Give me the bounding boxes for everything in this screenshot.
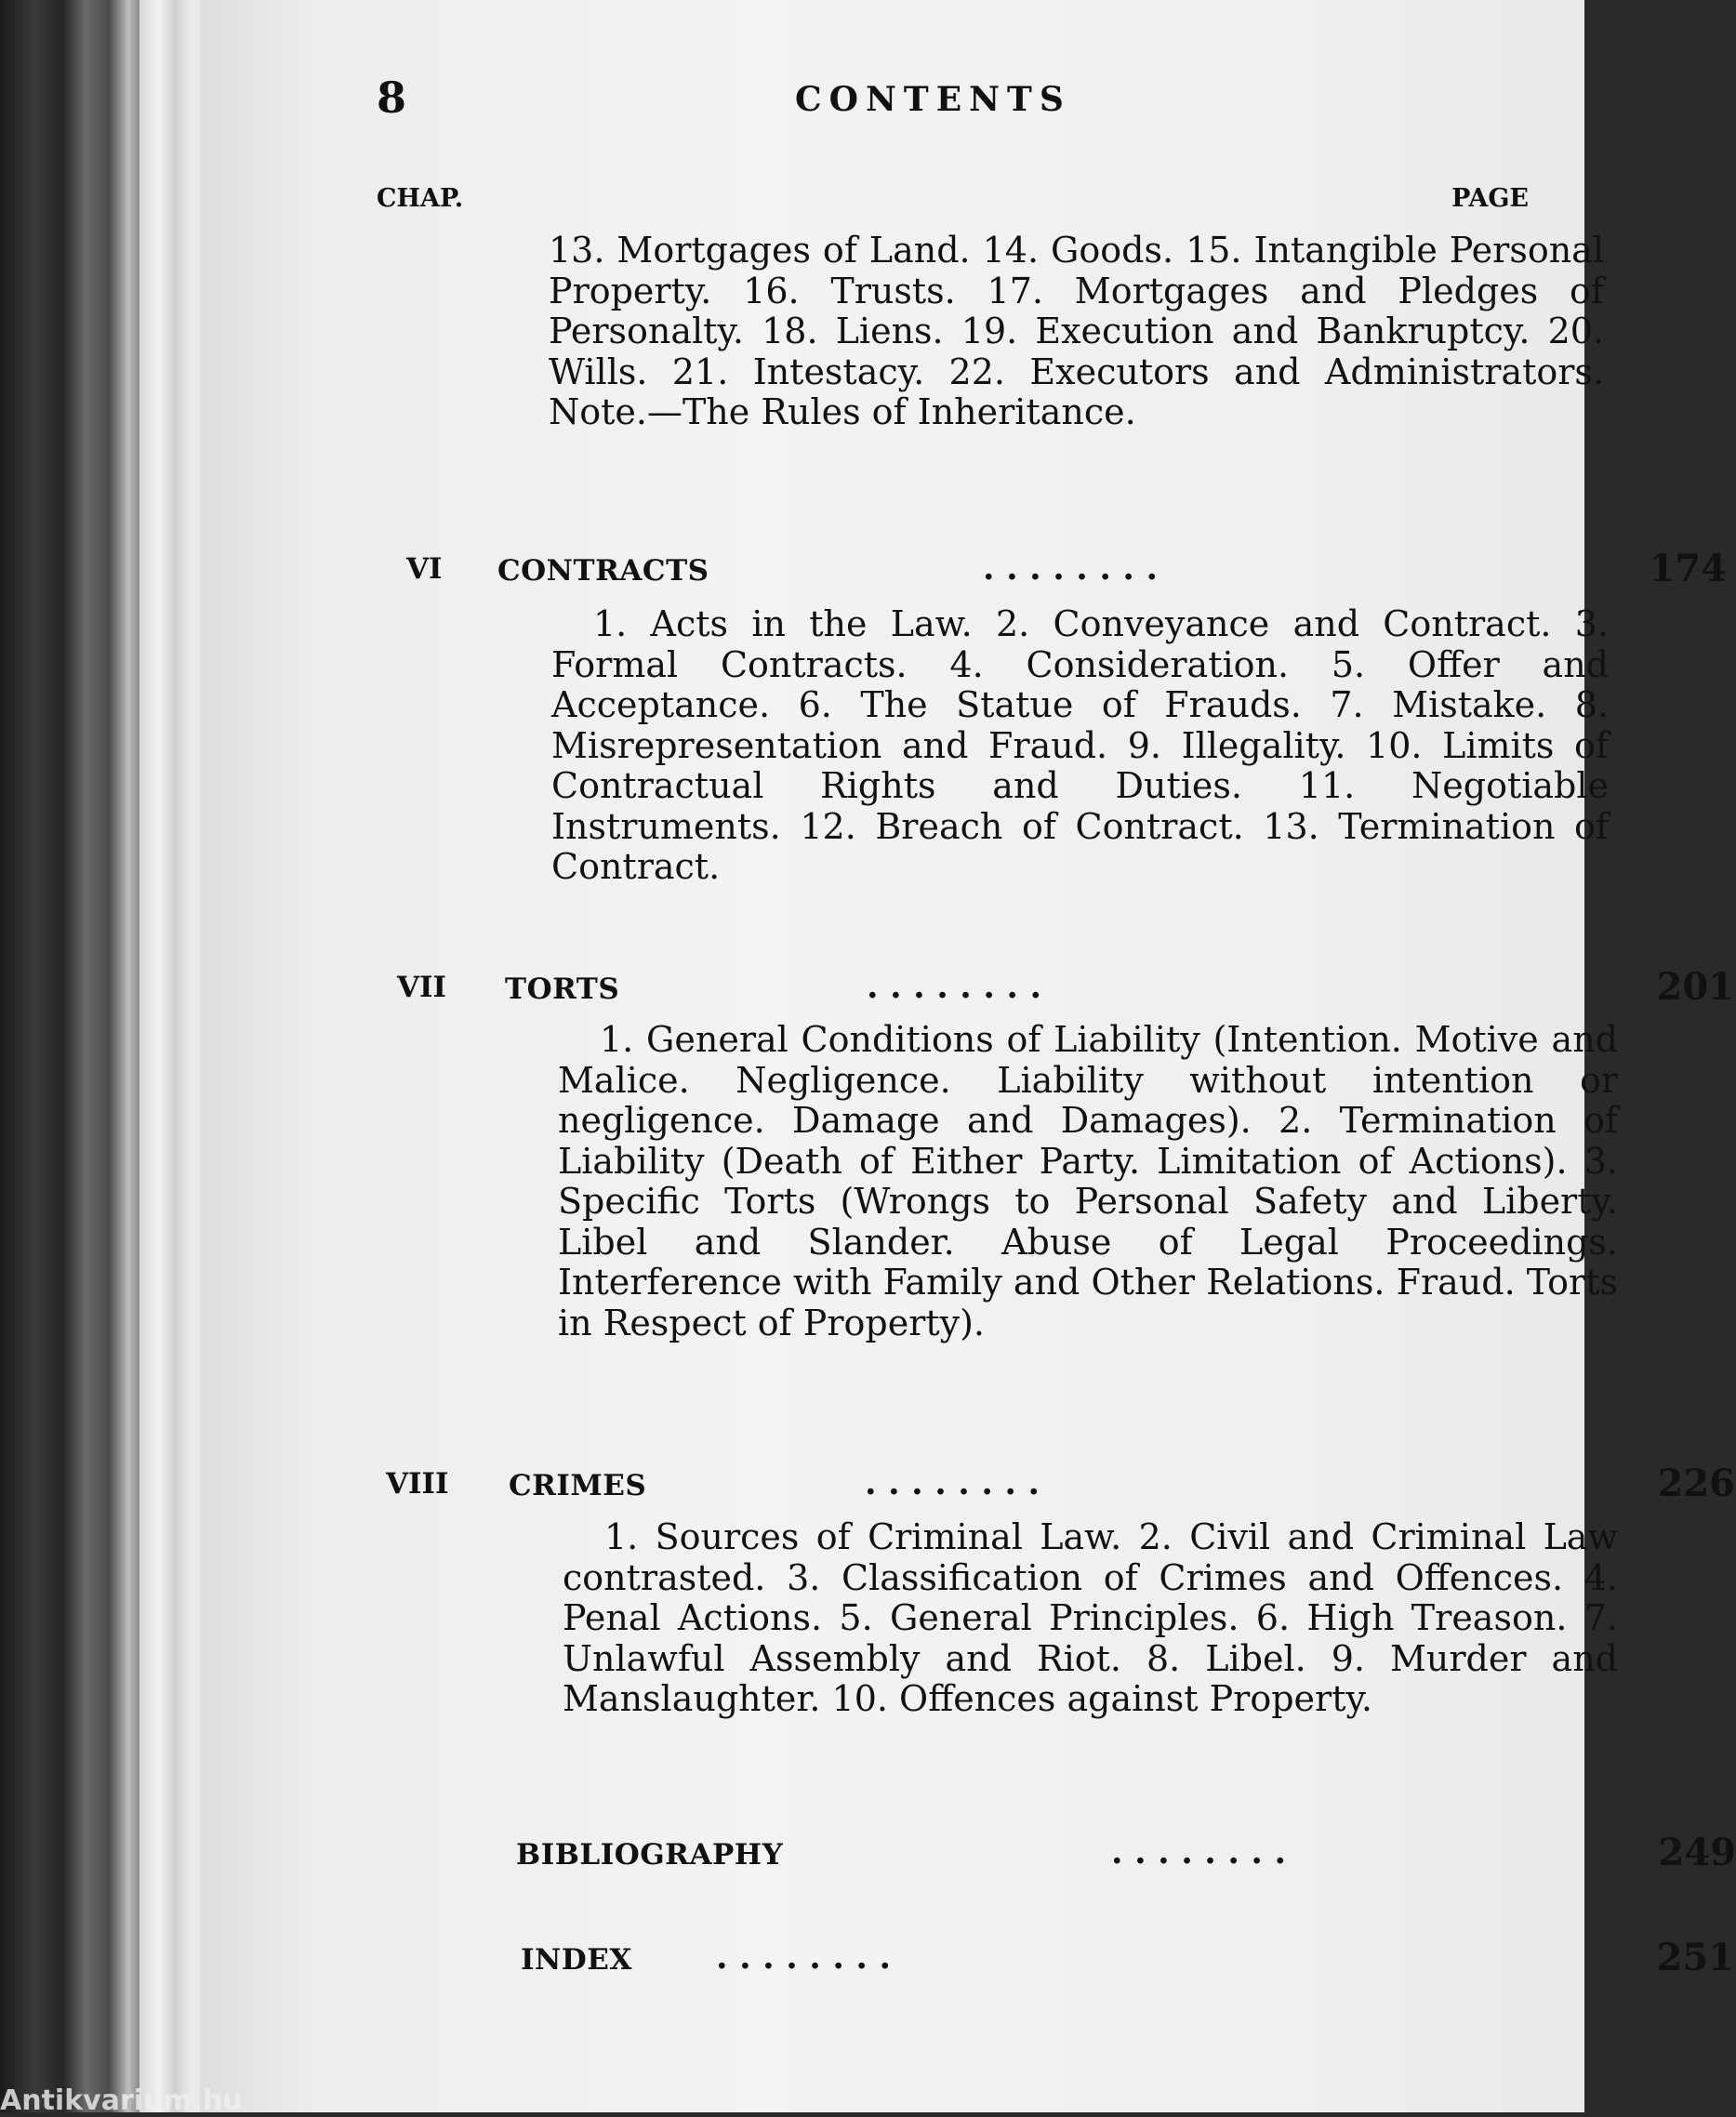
page-title: CONTENTS: [795, 80, 1071, 119]
chapter-title: TORTS: [505, 972, 619, 1006]
page-column-heading: PAGE: [1451, 184, 1529, 213]
toc-entry-torts[interactable]: [397, 971, 1734, 1012]
chapter-numeral: VI: [406, 552, 443, 586]
toc-entry-bibliography[interactable]: [516, 1836, 1736, 1877]
toc-entry-index[interactable]: [521, 1941, 1734, 1982]
chapter-page: 226: [1658, 1462, 1736, 1505]
chapter-page: 174: [1650, 547, 1728, 590]
chapter-title: CRIMES: [509, 1469, 646, 1502]
chapter-numeral: VIII: [386, 1467, 449, 1501]
toc-entry-contracts[interactable]: [406, 552, 1727, 593]
contents-page: [200, 0, 1584, 2112]
chapter-title: CONTRACTS: [497, 554, 709, 588]
back-matter-title: INDEX: [521, 1943, 632, 1977]
leader-dots: . . . . . . . .: [983, 549, 1158, 588]
leader-dots: . . . . . . . .: [867, 967, 1041, 1006]
chap-column-heading: CHAP.: [377, 184, 463, 213]
toc-entry-crimes[interactable]: [386, 1467, 1735, 1508]
page-edges: [139, 0, 205, 2112]
page-number: 8: [377, 73, 406, 123]
chapter-page: 201: [1657, 965, 1735, 1009]
watermark-text: Antikvarium.hu: [0, 2084, 335, 2112]
leader-dots: . . . . . . . .: [865, 1463, 1040, 1502]
chapter-summary-torts: 1. General Conditions of Liability (Intention. Motive and Malice. Negligence. Liability without intention or negligence. Damage and Damages). 2. Termination of Liability (Death of Either Party. Limitation of Actions). 3. Specific Torts (Wrongs to Personal Safety and Liberty. Libel and Slander. Abuse of Legal Proceedings. Interference with Family and Other Relations. Fraud. Torts in Respect of Property).: [558, 1020, 1618, 1343]
chapter-summary-contracts: 1. Acts in the Law. 2. Conveyance and Contract. 3. Formal Contracts. 4. Consideration. 5. Offer and Acceptance. 6. The Statue of Frauds. 7. Mistake. 8. Misrepresentation and Fraud. 9. Illegality. 10. Limits of Contractual Rights and Duties. 11. Negotiable Instruments. 12. Breach of Contract. 13. Termination of Contract.: [551, 604, 1609, 888]
leader-dots: . . . . . . . .: [716, 1938, 891, 1977]
leader-dots: . . . . . . . .: [1111, 1833, 1286, 1872]
back-matter-page: 251: [1657, 1936, 1735, 1979]
chapter-numeral: VII: [397, 971, 446, 1004]
back-matter-title: BIBLIOGRAPHY: [516, 1838, 783, 1872]
back-matter-page: 249: [1659, 1831, 1736, 1874]
chapter-summary-crimes: 1. Sources of Criminal Law. 2. Civil and Criminal Law contrasted. 3. Classification of Crimes and Offences. 4. Penal Actions. 5. General Principles. 6. High Treason. 7. Unlawful Assembly and Riot. 8. Libel. 9. Murder and Manslaughter. 10. Offences against Property.: [563, 1517, 1618, 1720]
continuation-summary: 13. Mortgages of Land. 14. Goods. 15. Intangible Personal Property. 16. Trusts. 17. Mortgages and Pledges of Personalty. 18. Liens. 19. Execution and Bankruptcy. 20. Wills. 21. Intestacy. 22. Executors and Administrators. Note.—The Rules of Inheritance.: [549, 231, 1604, 433]
book-spine: [0, 0, 139, 2112]
